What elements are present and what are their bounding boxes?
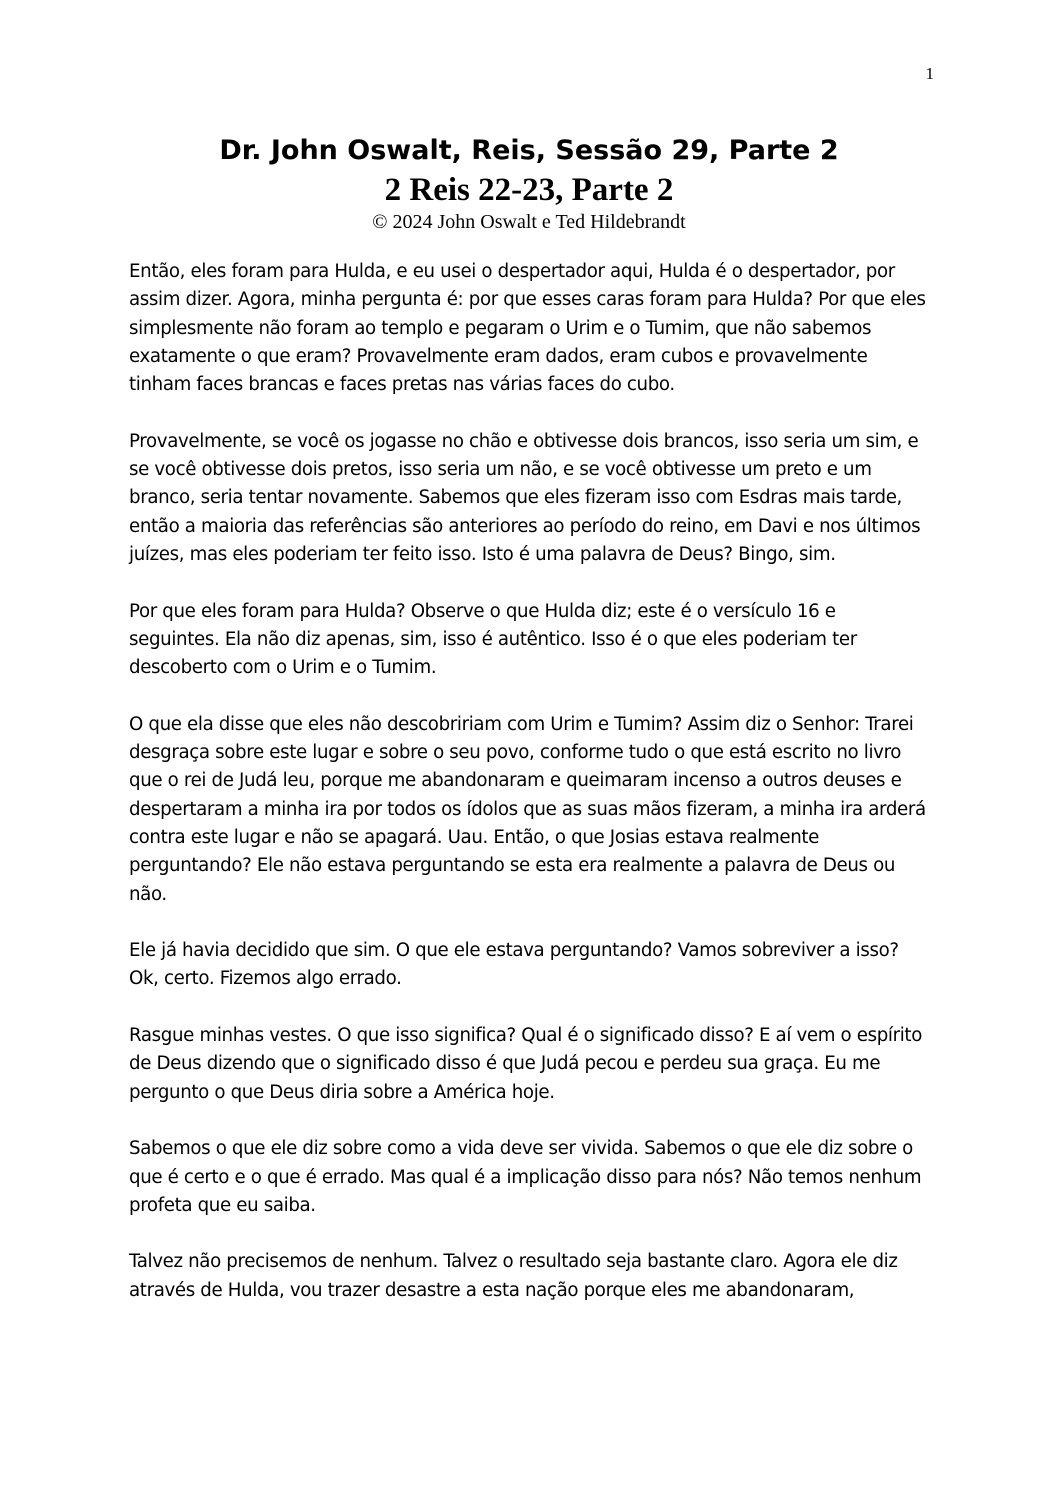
- paragraph: Ele já havia decidido que sim. O que ele estava perguntando? Vamos sobreviver a isso? Ok, certo. Fizemos algo errado.: [129, 940, 899, 990]
- copyright-notice: © 2024 John Oswalt e Ted Hildebrandt: [372, 211, 686, 233]
- page-number: 1: [925, 64, 934, 83]
- document-body: [129, 258, 929, 1333]
- document-header: [0, 132, 1058, 234]
- document-subtitle: 2 Reis 22-23, Parte 2: [384, 172, 674, 208]
- paragraph: Então, eles foram para Hulda, e eu usei o despertador aqui, Hulda é o despertador, por assim dizer. Agora, minha pergunta é: por que esses caras foram para Hulda? Por que eles simplesmente não foram ao templo e pegaram o Urim e o Tumim, que não sabemos exatamente o que eram? Provavelmente eram dados, eram cubos e provavelmente tinham faces brancas e faces pretas nas várias faces do cubo.: [129, 261, 926, 396]
- paragraph: Talvez não precisemos de nenhum. Talvez o resultado seja bastante claro. Agora ele diz através de Hulda, vou trazer desastre a esta nação porque eles me abandonaram,: [129, 1251, 898, 1301]
- paragraph: Provavelmente, se você os jogasse no chão e obtivesse dois brancos, isso seria um sim, e se você obtivesse dois pretos, isso seria um não, e se você obtivesse um preto e um branco, seria tentar novamente. Sabemos que eles fizeram isso com Esdras mais tarde, então a maioria das referências são anteriores ao período do reino, em Davi e nos últimos juízes, mas eles poderiam ter feito isso. Isto é uma palavra de Deus? Bingo, sim.: [129, 430, 921, 565]
- paragraph: Sabemos o que ele diz sobre como a vida deve ser vivida. Sabemos o que ele diz sobre o que é certo e o que é errado. Mas qual é a implicação disso para nós? Não temos nenhum profeta que eu saiba.: [129, 1138, 922, 1216]
- paragraph: Por que eles foram para Hulda? Observe o que Hulda diz; este é o versículo 16 e seguintes. Ela não diz apenas, sim, isso é autêntico. Isso é o que eles poderiam ter descoberto com o Urim e o Tumim.: [129, 600, 857, 679]
- paragraph: Rasgue minhas vestes. O que isso significa? Qual é o significado disso? E aí vem o espírito de Deus dizendo que o significado disso é que Judá pecou e perdeu sua graça. Eu me pergunto o que Deus diria sobre a América hoje.: [129, 1025, 922, 1103]
- paragraph: O que ela disse que eles não descobririam com Urim e Tumim? Assim diz o Senhor: Trarei desgraça sobre este lugar e sobre o seu povo, conforme tudo o que está escrito no livro que o rei de Judá leu, porque me abandonaram e queimaram incenso a outros deuses e despertaram a minha ira por todos os ídolos que as suas mãos fizeram, a minha ira arderá contra este lugar e não se apagará. Uau. Então, o que Josias estava realmente perguntando? Ele não estava perguntando se esta era realmente a palavra de Deus ou não.: [129, 713, 926, 905]
- document-title: Dr. John Oswalt, Reis, Sessão 29, Parte 2: [219, 135, 839, 166]
